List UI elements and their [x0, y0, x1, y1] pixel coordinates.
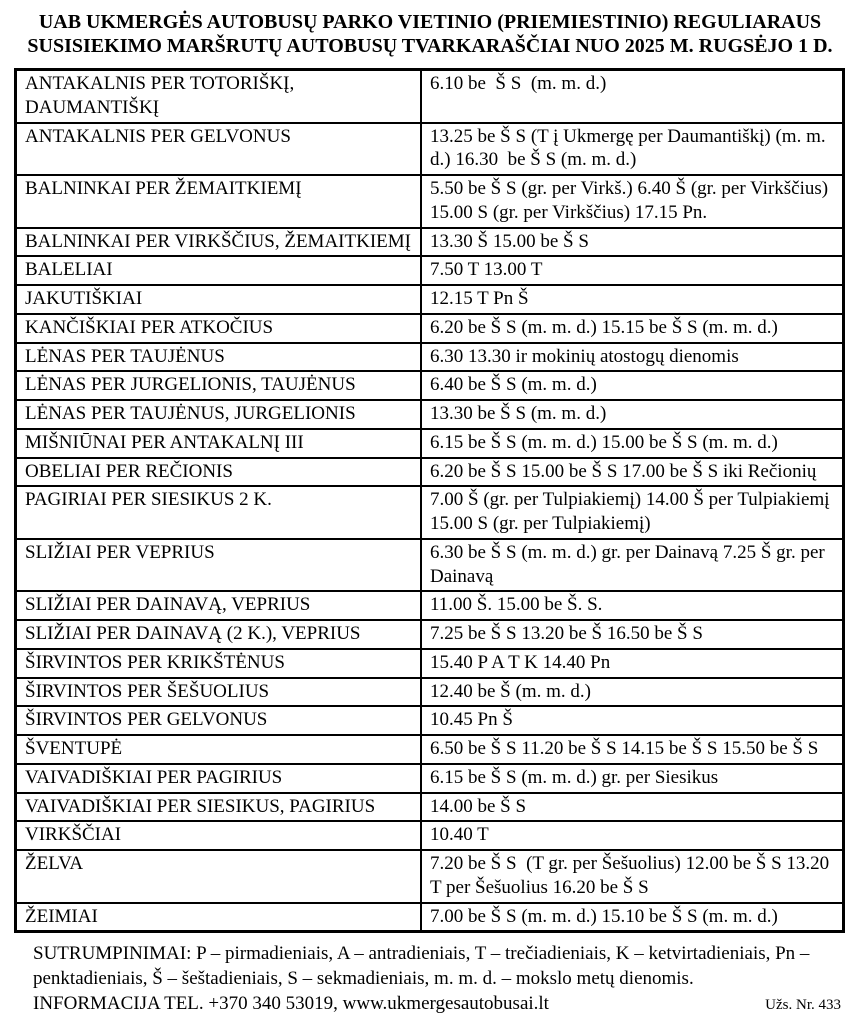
times-cell: 6.20 be Š S 15.00 be Š S 17.00 be Š S iki Rečionių [421, 458, 844, 487]
times-cell: 13.30 Š 15.00 be Š S [421, 228, 844, 257]
table-row [16, 850, 844, 903]
route-cell: SLIŽIAI PER DAINAVĄ, VEPRIUS [16, 591, 422, 620]
times-cell: 7.00 be Š S (m. m. d.) 15.10 be Š S (m. m. d.) [421, 903, 844, 932]
table-row [16, 256, 844, 285]
table-row [16, 793, 844, 822]
table-row [16, 285, 844, 314]
table-row [16, 228, 844, 257]
table-row [16, 458, 844, 487]
route-cell: ŠIRVINTOS PER ŠEŠUOLIUS [16, 678, 422, 707]
table-row [16, 821, 844, 850]
table-row [16, 70, 844, 123]
route-cell: VAIVADIŠKIAI PER SIESIKUS, PAGIRIUS [16, 793, 422, 822]
times-cell: 10.40 T [421, 821, 844, 850]
route-cell: LĖNAS PER TAUJĖNUS, JURGELIONIS [16, 400, 422, 429]
route-cell: PAGIRIAI PER SIESIKUS 2 K. [16, 486, 422, 539]
table-row [16, 649, 844, 678]
table-row [16, 735, 844, 764]
route-cell: MIŠNIŪNAI PER ANTAKALNĮ III [16, 429, 422, 458]
schedule-table [14, 68, 845, 933]
times-cell: 6.20 be Š S (m. m. d.) 15.15 be Š S (m. m. d.) [421, 314, 844, 343]
route-cell: ŽEIMIAI [16, 903, 422, 932]
table-row [16, 400, 844, 429]
times-cell: 6.40 be Š S (m. m. d.) [421, 371, 844, 400]
route-cell: BALELIAI [16, 256, 422, 285]
table-row [16, 175, 844, 228]
table-row [16, 764, 844, 793]
schedule-table-body [16, 70, 844, 932]
table-row [16, 539, 844, 592]
table-row [16, 591, 844, 620]
table-row [16, 123, 844, 176]
times-cell: 6.30 13.30 ir mokinių atostogų dienomis [421, 343, 844, 372]
times-cell: 7.00 Š (gr. per Tulpiakiemį) 14.00 Š per Tulpiakiemį 15.00 S (gr. per Tulpiakiemį) [421, 486, 844, 539]
times-cell: 7.25 be Š S 13.20 be Š 16.50 be Š S [421, 620, 844, 649]
times-cell: 11.00 Š. 15.00 be Š. S. [421, 591, 844, 620]
times-cell: 7.20 be Š S (T gr. per Šešuolius) 12.00 be Š S 13.20 T per Šešuolius 16.20 be Š S [421, 850, 844, 903]
times-cell: 12.15 T Pn Š [421, 285, 844, 314]
table-row [16, 314, 844, 343]
times-cell: 13.30 be Š S (m. m. d.) [421, 400, 844, 429]
route-cell: SLIŽIAI PER VEPRIUS [16, 539, 422, 592]
order-number: Užs. Nr. 433 [765, 997, 841, 1014]
info-line [33, 991, 845, 1016]
route-cell: ANTAKALNIS PER TOTORIŠKĮ, DAUMANTIŠKĮ [16, 70, 422, 123]
footer [33, 941, 845, 1016]
route-cell: ŠIRVINTOS PER GELVONUS [16, 706, 422, 735]
times-cell: 6.15 be Š S (m. m. d.) 15.00 be Š S (m. m. d.) [421, 429, 844, 458]
times-cell: 6.15 be Š S (m. m. d.) gr. per Siesikus [421, 764, 844, 793]
table-row [16, 903, 844, 932]
route-cell: VAIVADIŠKIAI PER PAGIRIUS [16, 764, 422, 793]
times-cell: 14.00 be Š S [421, 793, 844, 822]
route-cell: VIRKŠČIAI [16, 821, 422, 850]
times-cell: 5.50 be Š S (gr. per Virkš.) 6.40 Š (gr. per Virkščius) 15.00 S (gr. per Virkščius) 17.15 Pn. [421, 175, 844, 228]
route-cell: BALNINKAI PER VIRKŠČIUS, ŽEMAITKIEMĮ [16, 228, 422, 257]
times-cell: 13.25 be Š S (T į Ukmergę per Daumantiškį) (m. m. d.) 16.30 be Š S (m. m. d.) [421, 123, 844, 176]
abbreviations-text: SUTRUMPINIMAI: P – pirmadieniais, A – antradieniais, T – trečiadieniais, K – ketvirtadieniais, Pn – penktadieniais, Š – šeštadieniais, S – sekmadieniais, m. m. d. – mokslo metų dienomis. [33, 943, 810, 990]
times-cell: 6.50 be Š S 11.20 be Š S 14.15 be Š S 15.50 be Š S [421, 735, 844, 764]
route-cell: LĖNAS PER TAUJĖNUS [16, 343, 422, 372]
route-cell: ANTAKALNIS PER GELVONUS [16, 123, 422, 176]
times-cell: 6.10 be Š S (m. m. d.) [421, 70, 844, 123]
table-row [16, 706, 844, 735]
times-cell: 7.50 T 13.00 T [421, 256, 844, 285]
route-cell: ŠVENTUPĖ [16, 735, 422, 764]
table-row [16, 343, 844, 372]
table-row [16, 486, 844, 539]
route-cell: ŽELVA [16, 850, 422, 903]
route-cell: JAKUTIŠKIAI [16, 285, 422, 314]
route-cell: SLIŽIAI PER DAINAVĄ (2 K.), VEPRIUS [16, 620, 422, 649]
times-cell: 6.30 be Š S (m. m. d.) gr. per Dainavą 7.25 Š gr. per Dainavą [421, 539, 844, 592]
table-row [16, 429, 844, 458]
table-row [16, 620, 844, 649]
route-cell: LĖNAS PER JURGELIONIS, TAUJĖNUS [16, 371, 422, 400]
page-title: UAB UKMERGĖS AUTOBUSŲ PARKO VIETINIO (PRIEMIESTINIO) REGULIARAUS SUSISIEKIMO MARŠRUTŲ AUTOBUSŲ TVARKARAŠČIAI NUO 2025 M. RUGSĖJO 1 D. [27, 11, 833, 57]
route-cell: OBELIAI PER REČIONIS [16, 458, 422, 487]
route-cell: ŠIRVINTOS PER KRIKŠTĖNUS [16, 649, 422, 678]
times-cell: 10.45 Pn Š [421, 706, 844, 735]
route-cell: BALNINKAI PER ŽEMAITKIEMĮ [16, 175, 422, 228]
times-cell: 12.40 be Š (m. m. d.) [421, 678, 844, 707]
table-row [16, 371, 844, 400]
route-cell: KANČIŠKIAI PER ATKOČIUS [16, 314, 422, 343]
table-row [16, 678, 844, 707]
times-cell: 15.40 P A T K 14.40 Pn [421, 649, 844, 678]
contact-info-text: INFORMACIJA TEL. +370 340 53019, www.ukmergesautobusai.lt [33, 993, 549, 1015]
